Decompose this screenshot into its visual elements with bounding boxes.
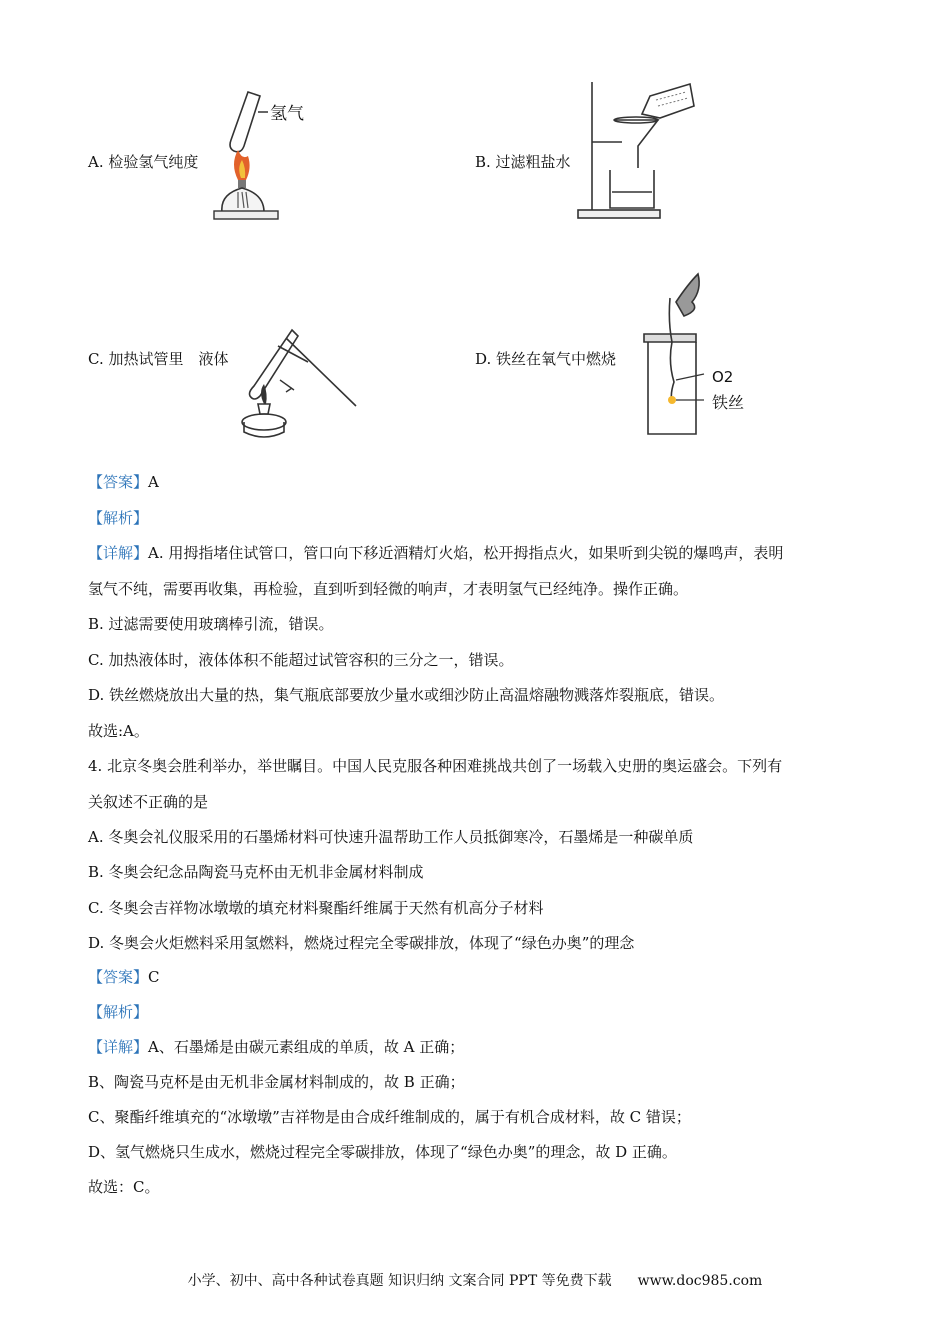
figure-hydrogen-test bbox=[208, 84, 318, 224]
figure-a-label: 氢气 bbox=[270, 104, 304, 124]
detail-text: A. 用拇指堵住试管口，管口向下移近酒精灯火焰，松开拇指点火，如果听到尖锐的爆鸣声，表明 bbox=[148, 544, 784, 562]
q4-detail-line: B、陶瓷马克杯是由无机非金属材料制成的，故 B 正确； bbox=[88, 1073, 465, 1091]
q4-option-c: C. 冬奥会吉祥物冰墩墩的填充材料聚酯纤维属于天然有机高分子材料 bbox=[88, 899, 544, 917]
q4-detail-line: C、聚酯纤维填充的“冰墩墩”吉祥物是由合成纤维制成的，属于有机合成材料，故 C 错误； bbox=[88, 1108, 691, 1126]
q4-conclusion: 故选：C。 bbox=[88, 1178, 160, 1196]
q3-detail-line bbox=[88, 542, 783, 563]
q4-stem: 关叙述不正确的是 bbox=[88, 793, 209, 811]
q4-detail-line bbox=[88, 1036, 464, 1057]
figure-d-gas-label: O2 bbox=[712, 368, 734, 386]
figure-filtration bbox=[572, 74, 700, 224]
option-d: D. 铁丝在氧气中燃烧 bbox=[475, 350, 617, 368]
q4-option-d: D. 冬奥会火炬燃料采用氢燃料，燃烧过程完全零碳排放，体现了“绿色办奥”的理念 bbox=[88, 934, 635, 952]
q3-answer bbox=[88, 471, 159, 492]
figure-heating-tube bbox=[236, 322, 360, 442]
q4-stem: 4. 北京冬奥会胜利举办，举世瞩目。中国人民克服各种困难挑战共创了一场载入史册的奥运盛会。下列有 bbox=[88, 757, 783, 775]
q3-analysis-tag: 【解析】 bbox=[88, 509, 149, 527]
figure-d-wire-label: 铁丝 bbox=[712, 393, 745, 412]
detail-tag: 【详解】 bbox=[88, 544, 149, 562]
q4-analysis-tag: 【解析】 bbox=[88, 1003, 149, 1021]
answer-tag: 【答案】 bbox=[88, 473, 149, 491]
option-b: B. 过滤粗盐水 bbox=[475, 153, 571, 171]
q3-detail-line: B. 过滤需要使用玻璃棒引流，错误。 bbox=[88, 615, 334, 633]
footer-url[interactable]: www.doc985.com bbox=[637, 1273, 763, 1289]
q3-detail-line: C. 加热液体时，液体体积不能超过试管容积的三分之一，错误。 bbox=[88, 651, 514, 669]
answer-value: A bbox=[148, 473, 159, 491]
detail-tag: 【详解】 bbox=[88, 1038, 149, 1056]
q4-option-b: B. 冬奥会纪念品陶瓷马克杯由无机非金属材料制成 bbox=[88, 863, 424, 881]
option-a: A. 检验氢气纯度 bbox=[88, 153, 199, 171]
option-c: C. 加热试管里 液体 bbox=[88, 350, 229, 368]
detail-text: A、石墨烯是由碳元素组成的单质，故 A 正确； bbox=[148, 1038, 465, 1056]
footer-text: 小学、初中、高中各种试卷真题 知识归纳 文案合同 PPT 等免费下载 bbox=[187, 1273, 612, 1289]
q3-detail-line: 氢气不纯，需要再收集，再检验，直到听到轻微的响声，才表明氢气已经纯净。操作正确。 bbox=[88, 580, 689, 598]
q3-conclusion: 故选:A。 bbox=[88, 722, 149, 740]
figure-iron-burning bbox=[640, 262, 790, 442]
q4-detail-line: D、氢气燃烧只生成水，燃烧过程完全零碳排放，体现了“绿色办奥”的理念，故 D 正确。 bbox=[88, 1143, 677, 1161]
q4-answer bbox=[88, 966, 160, 987]
answer-value: C bbox=[148, 968, 160, 986]
answer-tag: 【答案】 bbox=[88, 968, 149, 986]
q3-detail-line: D. 铁丝燃烧放出大量的热，集气瓶底部要放少量水或细沙防止高温熔融物溅落炸裂瓶底，错误。 bbox=[88, 686, 725, 704]
page-footer bbox=[0, 1270, 950, 1290]
q4-option-a: A. 冬奥会礼仪服采用的石墨烯材料可快速升温帮助工作人员抵御寒冷，石墨烯是一种碳单质 bbox=[88, 828, 694, 846]
